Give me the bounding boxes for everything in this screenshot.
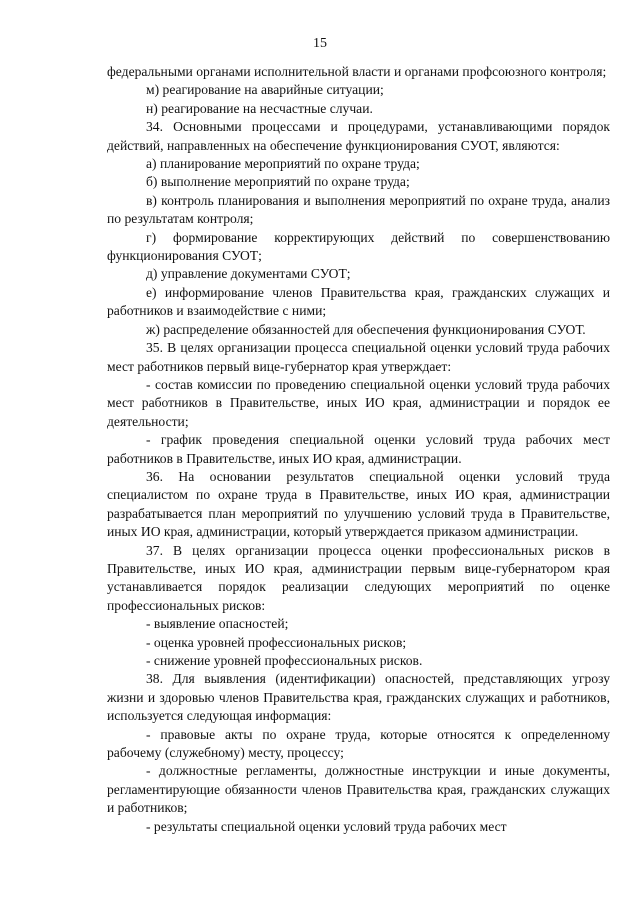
list-item-e: е) информирование членов Правительства края, гражданских служащих и работников и взаимодействие с ними; [107,284,610,319]
bullet-item: - оценка уровней профессиональных рисков; [146,634,407,650]
bullet-item: - состав комиссии по проведению специальной оценки условий труда рабочих мест работников в Правительстве, иных ИО края, администрации и порядок ее деятельности; [107,376,610,429]
bullet-item: - снижение уровней профессиональных рисков. [146,653,423,668]
bullet-item: - правовые акты по охране труда, которые относятся к определенному рабочему (служебному) месту, процессу; [107,726,610,761]
bullet-item: - должностные регламенты, должностные инструкции и иные документы, регламентирующие обязанности членов Правительства края, гражданских служащих и работников; [107,763,610,816]
document-body [107,63,610,836]
clause-37: 37. В целях организации процесса оценки профессиональных рисков в Правительстве, иных ИО края, администрации первым вице-губернатором края устанавливается порядок реализации следующих мероприятий по оценке профессиональных рисков: [107,542,610,613]
paragraph-continuation: федеральными органами исполнительной власти и органами профсоюзного контроля; [107,64,607,79]
bullet-item: - график проведения специальной оценки условий труда рабочих мест работников в Правительстве, иных ИО края, администрации. [107,432,610,466]
page-number: 15 [313,36,327,51]
bullet-item: - результаты специальной оценки условий труда рабочих мест [146,818,507,834]
list-item-m: м) реагирование на аварийные ситуации; [146,82,384,98]
list-item-d: д) управление документами СУОТ; [146,266,351,282]
bullet-item: - выявление опасностей; [146,616,289,632]
clause-35: 35. В целях организации процесса специальной оценки условий труда рабочих мест работников первый вице-губернатор края утверждает: [107,340,610,374]
clause-36: 36. На основании результатов специальной оценки условий труда специалистом по охране труда в Правительстве, иных ИО края, администрации разрабатывается план мероприятий по улучшению условий труда в Правительстве, иных ИО края, администрации, который утверждается приказом администрации. [107,468,610,540]
list-item-zh: ж) распределение обязанностей для обеспечения функционирования СУОТ. [146,321,586,337]
list-item-v: в) контроль планирования и выполнения мероприятий по охране труда, анализ по результатам контроля; [107,192,610,227]
clause-34: 34. Основными процессами и процедурами, устанавливающими порядок действий, направленных на обеспечение функционирования СУОТ, являются: [107,119,610,153]
list-item-g: г) формирование корректирующих действий по совершенствованию функционирования СУОТ; [107,229,610,264]
list-item-a: а) планирование мероприятий по охране труда; [146,156,420,172]
list-item-b: б) выполнение мероприятий по охране труда; [146,174,410,190]
clause-38: 38. Для выявления (идентификации) опасностей, представляющих угрозу жизни и здоровью членов Правительства края, гражданских служащих и работников, используется следующая информация: [107,671,610,724]
list-item-n: н) реагирование на несчастные случаи. [146,100,373,116]
